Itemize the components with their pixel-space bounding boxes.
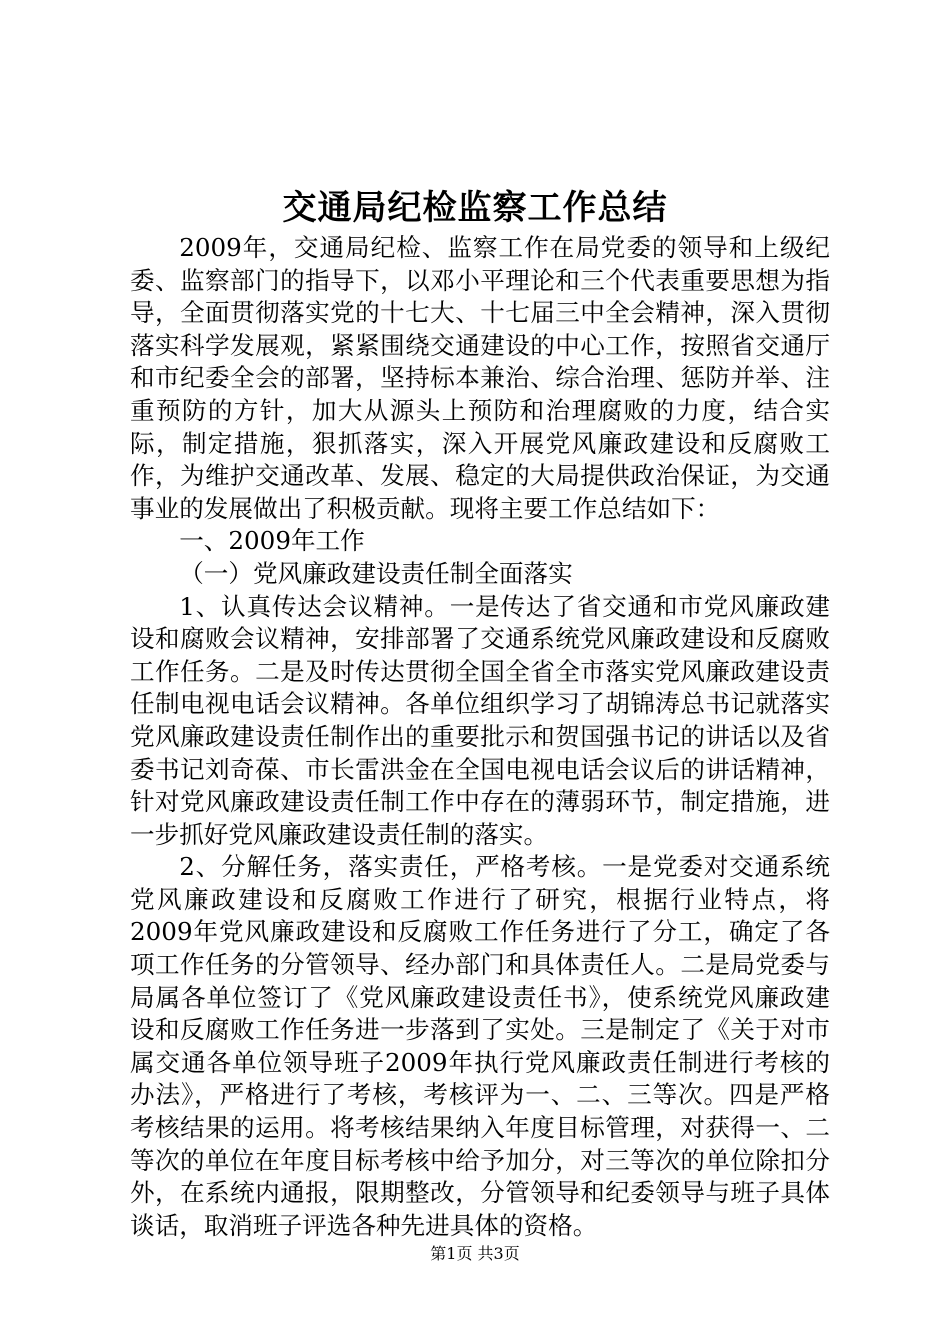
- paragraph-item-2: 2、分解任务，落实责任，严格考核。一是党委对交通系统党风廉政建设和反腐败工作进行了研究，根据行业特点，将2009年党风廉政建设和反腐败工作任务进行了分工，确定了各项工作任务的分管领导、经办部门和具体责任人。二是局党委与局属各单位签订了《党风廉政建设责任书》，使系统党风廉政建设和反腐败工作任务进一步落到了实处。三是制定了《关于对市属交通各单位领导班子2009年执行党风廉政责任制进行考核的办法》，严格进行了考核，考核评为一、二、三等次。四是严格考核结果的运用。将考核结果纳入年度目标管理，对获得一、二等次的单位在年度目标考核中给予加分，对三等次的单位除扣分外，在系统内通报，限期整改，分管领导和纪委领导与班子具体谈话，取消班子评选各种先进具体的资格。: [130, 852, 830, 1240]
- page-number-footer: 第1页 共3页: [430, 1244, 520, 1263]
- heading-subsection-1: （一）党风廉政建设责任制全面落实: [179, 558, 573, 588]
- document-title: 交通局纪检监察工作总结: [282, 188, 668, 228]
- paragraph-item-1: 1、认真传达会议精神。一是传达了省交通和市党风廉政建设和腐败会议精神，安排部署了交通系统党风廉政建设和反腐败工作任务。二是及时传达贯彻全国全省全市落实党风廉政建设责任制电视电话会议精神。各单位组织学习了胡锦涛总书记就落实党风廉政建设责任制作出的重要批示和贺国强书记的讲话以及省委书记刘奇葆、市长雷洪金在全国电视电话会议后的讲话精神，针对党风廉政建设责任制工作中存在的薄弱环节，制定措施，进一步抓好党风廉政建设责任制的落实。: [130, 591, 830, 849]
- paragraph-intro: 2009年，交通局纪检、监察工作在局党委的领导和上级纪委、监察部门的指导下，以邓小平理论和三个代表重要思想为指导，全面贯彻落实党的十七大、十七届三中全会精神，深入贯彻落实科学发展观，紧紧围绕交通建设的中心工作，按照省交通厅和市纪委全会的部署，坚持标本兼治、综合治理、惩防并举、注重预防的方针，加大从源头上预防和治理腐败的力度，结合实际，制定措施，狠抓落实，深入开展党风廉政建设和反腐败工作，为维护交通改革、发展、稳定的大局提供政治保证，为交通事业的发展做出了积极贡献。现将主要工作总结如下：: [130, 233, 830, 523]
- heading-section-1: 一、2009年工作: [179, 526, 365, 556]
- document-body: [130, 232, 830, 1242]
